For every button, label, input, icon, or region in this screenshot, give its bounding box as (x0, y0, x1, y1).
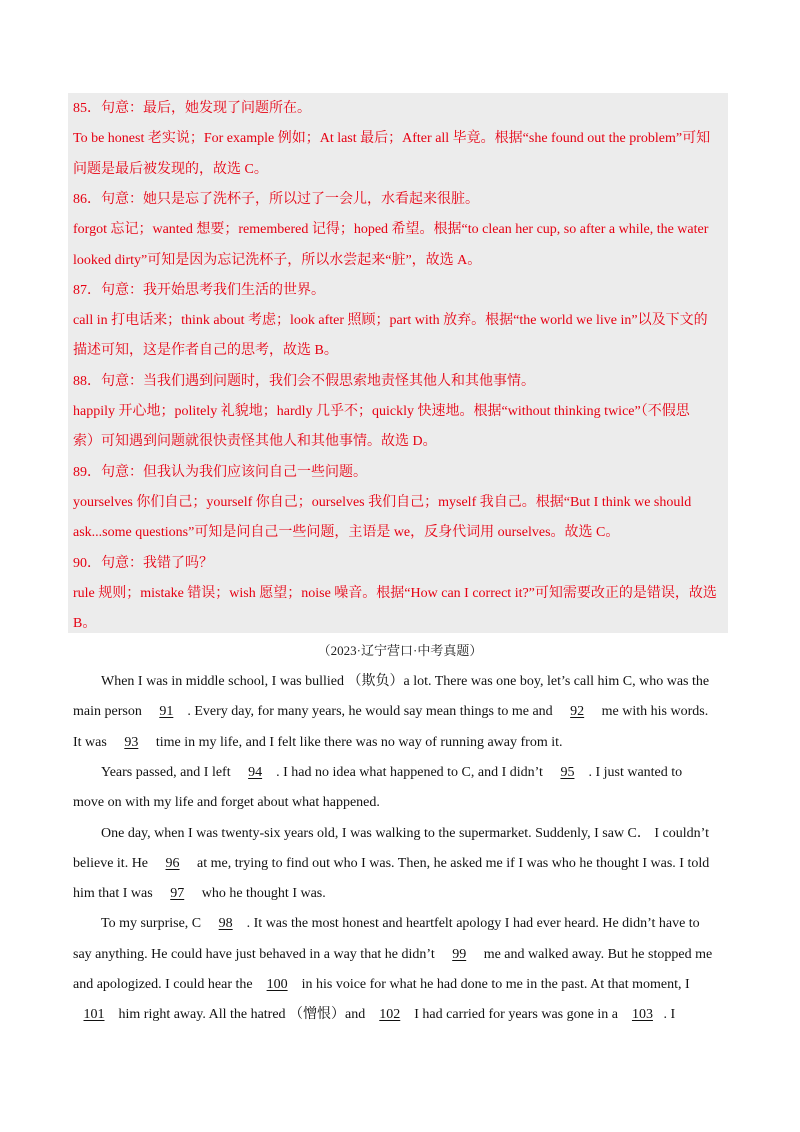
answer-line: 描述可知，这是作者自己的思考，故选 B。 (73, 343, 338, 359)
cloze-blank: 91 (159, 704, 174, 720)
cloze-blank: 100 (266, 977, 288, 992)
passage-text: at me, trying to find out who I was. Then, he asked me if I was who he thought I was. I told (193, 855, 710, 871)
passage-text: To my surprise, C (101, 916, 205, 932)
cloze-blank: 102 (379, 1007, 401, 1023)
passage-text: When I was in middle school, I was bullied （欺负）a lot. There was one boy, let’s call him C, who was the (101, 674, 710, 689)
passage-text: say anything. He could have just behaved in a way that he didn’t (73, 946, 439, 962)
answer-line: 问题是最后被发现的，故选 C。 (73, 161, 268, 177)
cloze-blank: 96 (165, 855, 180, 871)
answer-line: B。 (73, 616, 97, 632)
passage-source-heading: （2023·辽宁营口·中考真题） (317, 643, 483, 658)
cloze-blank: 95 (560, 764, 575, 780)
passage-line (73, 855, 709, 873)
answer-line: forgot 忘记；wanted 想要；remembered 记得；hoped 希望。根据“to clean her cup, so after a while, the water (73, 222, 709, 238)
answer-line: 87．句意：我开始思考我们生活的世界。 (73, 282, 325, 298)
passage-line (101, 825, 709, 843)
passage-line (73, 794, 380, 812)
cloze-blank: 99 (452, 946, 467, 962)
passage-line (73, 1006, 675, 1024)
answer-line: 85．句意：最后，她发现了问题所在。 (73, 101, 311, 116)
passage-line (73, 976, 690, 994)
passage-line (101, 915, 700, 933)
passage-text: believe it. He (73, 855, 152, 871)
answer-line: 90．句意：我错了吗？ (73, 555, 213, 571)
passage-text: . I had no idea what happened to C, and I didn’t (276, 764, 547, 780)
answer-line: yourselves 你们自己；yourself 你自己；ourselves 我们自己；myself 我自己。根据“But I think we should (73, 494, 692, 510)
passage-text: and apologized. I could hear the (73, 977, 257, 992)
answer-line: call in 打电话来；think about 考虑；look after 照顾；part with 放弃。根据“the world we live in”以及下文的 (73, 313, 708, 329)
passage-text: . It was the most honest and heartfelt apology I had ever heard. He didn’t have to (246, 916, 700, 932)
passage-text: me and walked away. But he stopped me (480, 946, 713, 962)
answer-line: 索）可知遇到问题就很快责怪其他人和其他事情。故选 D。 (73, 434, 437, 450)
cloze-blank: 103 (631, 1007, 653, 1023)
passage-text: It was (73, 734, 111, 750)
answer-line: rule 规则；mistake 错误；wish 愿望；noise 噪音。根据“How can I correct it?”可知需要改正的是错误，故选 (73, 585, 717, 601)
passage-text: . Every day, for many years, he would say mean things to me and (187, 704, 557, 720)
cloze-blank: 93 (124, 734, 139, 750)
cloze-blank: 94 (248, 764, 263, 780)
passage-text: Years passed, and I left (101, 764, 235, 780)
answer-line: 89．句意：但我认为我们应该问自己一些问题。 (73, 464, 367, 480)
passage-text: One day, when I was twenty-six years old, I was walking to the supermarket. Suddenly, I saw C． I couldn’t (101, 825, 709, 841)
answer-line: happily 开心地；politely 礼貌地；hardly 几乎不；quickly 快速地。根据“without thinking twice”（不假思 (73, 404, 690, 419)
passage-text: in his voice for what he had done to me in the past. At that moment, I (298, 977, 690, 992)
passage-line (73, 734, 563, 752)
cloze-blank: 92 (570, 704, 585, 720)
cloze-blank: 97 (170, 886, 185, 902)
passage-text: I had carried for years was gone in a (410, 1007, 622, 1023)
passage-text: me with his words. (598, 704, 709, 720)
answer-line: looked dirty”可知是因为忘记洗杯子，所以水尝起来“脏”，故选 A。 (73, 252, 482, 268)
answer-line: To be honest 老实说；For example 例如；At last 最后；After all 毕竟。根据“she found out the problem”可知 (73, 131, 711, 147)
passage-line (73, 885, 326, 903)
passage-text: . I (663, 1007, 676, 1023)
passage-text: him that I was (73, 886, 157, 902)
passage-text: main person (73, 704, 146, 720)
passage-text: . I just wanted to (588, 764, 683, 780)
cloze-blank: 98 (218, 916, 233, 932)
cloze-blank: 101 (83, 1007, 105, 1023)
passage-line (101, 764, 682, 782)
answer-line: ask...some questions”可知是问自己一些问题，主语是 we，反身代词用 ourselves。故选 C。 (73, 525, 620, 541)
passage-text: move on with my life and forget about what happened. (73, 795, 380, 811)
answer-line: 86．句意：她只是忘了洗杯子，所以过了一会儿，水看起来很脏。 (73, 191, 479, 207)
passage-text: time in my life, and I felt like there was no way of running away from it. (152, 734, 563, 750)
passage-line (73, 703, 708, 721)
passage-text: who he thought I was. (198, 886, 326, 902)
passage-line (73, 946, 712, 964)
answer-line: 88．句意：当我们遇到问题时，我们会不假思索地责怪其他人和其他事情。 (73, 373, 535, 389)
passage-text: him right away. All the hatred （憎恨）and (115, 1007, 369, 1023)
passage-line (101, 673, 709, 691)
